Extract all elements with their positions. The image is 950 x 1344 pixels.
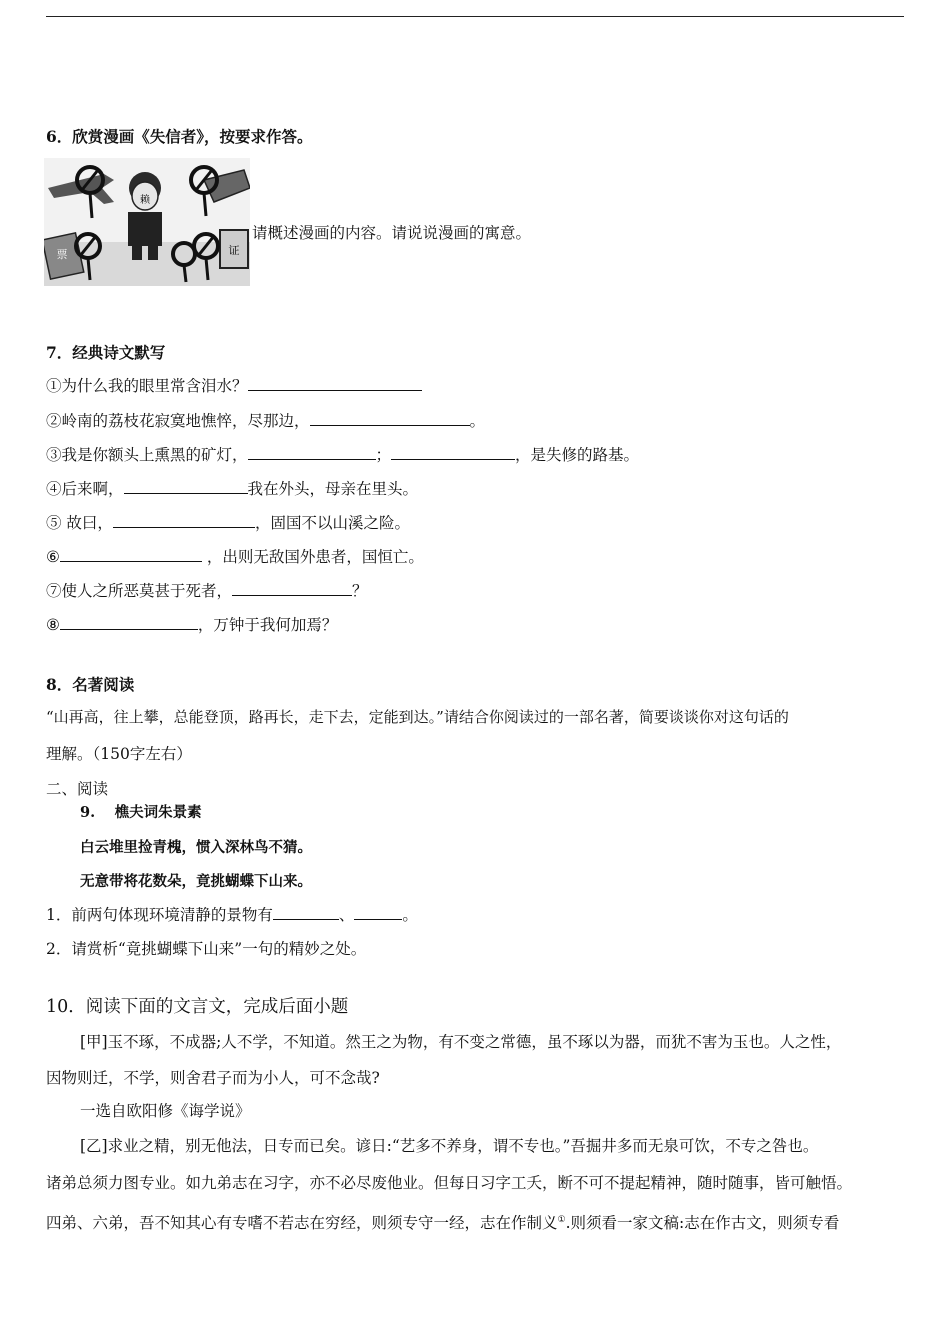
q7-answer-blank-7[interactable] [232, 581, 352, 596]
q7-item-3-after: ，是失修的路基。 [515, 446, 640, 464]
q9-answer-blank-1[interactable] [273, 905, 339, 920]
top-rule [46, 16, 904, 17]
q10-yi-line-2: 诸弟总须力图专业。如九弟志在习字，亦不必尽废他业。但每日习字工夭，断不可不提起精神，随时随事，皆可触悟。 [46, 1174, 853, 1192]
q9-poem-line-1: 白云堆里捡青槐，惯入深林鸟不猜。 [80, 839, 312, 856]
q7-answer-blank-8[interactable] [60, 615, 198, 630]
q7-item-5-text: ⑤ 故曰， [46, 514, 113, 532]
q8-title: 8．名著阅读 [46, 675, 135, 694]
q7-item-3-text: ③我是你额头上熏黑的矿灯， [46, 446, 248, 464]
q7-item-3 [46, 445, 639, 465]
q9-sub-2: 2．请赏析“竟挑蝴蝶下山来”一句的精妙之处。 [46, 940, 367, 958]
q7-item-5-after: ，固国不以山溪之险。 [254, 514, 410, 532]
q7-item-6-text: ⑥ [46, 548, 60, 566]
q7-item-2 [46, 411, 485, 431]
q7-item-8-after: ，万钟于我何加焉？ [197, 616, 338, 634]
q7-item-7 [46, 581, 368, 601]
q9-sub-1-end: 。 [402, 906, 418, 924]
q9-sub-1-text: 1．前两句体现环境清静的景物有 [46, 906, 273, 924]
q7-answer-blank-2[interactable] [310, 411, 470, 426]
q7-item-1-text: ①为什么我的眼里常含泪水？ [46, 377, 248, 395]
q9-poem-line-2: 无意带将花数朵，竟挑蝴蝶下山来。 [80, 873, 312, 890]
q7-item-6-after: ，出则无敌国外患者，国恒亡。 [201, 548, 424, 566]
q6-title: 6．欣赏漫画《失信者》，按要求作答。 [46, 127, 313, 146]
q7-item-7-after: ？ [352, 582, 368, 600]
comic-image [44, 158, 250, 286]
q10-yi-line-3 [46, 1210, 839, 1233]
q7-item-6 [46, 547, 424, 567]
q8-line-1: “山再高，往上攀，总能登顶，路再长，走下去，定能到达。”请结合你阅读过的一部名著，简要谈谈你对这句话的 [46, 708, 789, 726]
q10-source: 一选自欧阳修《诲学说》 [80, 1102, 251, 1120]
q7-item-3-mid: ； [375, 446, 392, 464]
q7-answer-blank-1[interactable] [248, 376, 422, 391]
q10-jia-line-2: 因物则迁，不学，则舍君子而为小人，可不念哉? [46, 1069, 380, 1087]
q8-line-2: 理解。（150字左右） [46, 745, 192, 763]
q7-answer-blank-4[interactable] [124, 479, 248, 494]
section-2-heading: 二、阅读 [46, 780, 109, 798]
q7-item-8 [46, 615, 337, 635]
q7-item-2-text: ②岭南的荔枝花寂寞地憔悴，尽那边， [46, 412, 310, 430]
q7-item-2-after: 。 [469, 412, 486, 430]
comic-card-label: 证 [228, 244, 240, 257]
q10-jia-line-1: [甲]玉不琢，不成器;人不学，不知道。然王之为物，有不变之常德，虽不琢以为器，而犹不害为玉也。人之性， [80, 1033, 842, 1051]
q7-item-7-text: ⑦使人之所恶莫甚于死者， [46, 582, 233, 600]
q7-item-4-text: ④后来啊， [46, 480, 124, 498]
q7-item-1 [46, 376, 422, 396]
q7-item-4 [46, 479, 418, 499]
q10-yi-line-1: [乙]求业之精，别无他法，日专而已矣。谚日:“艺多不养身，谓不专也。”吾掘井多而无泉可饮，不专之咎也。 [80, 1137, 819, 1155]
footnote-marker: ① [557, 1215, 566, 1225]
q9-sub-1-mid: 、 [338, 906, 355, 924]
q10-title: 10．阅读下面的文言文，完成后面小题 [46, 997, 349, 1017]
q7-answer-blank-5[interactable] [113, 513, 255, 528]
q7-item-5 [46, 513, 410, 533]
q7-title: 7．经典诗文默写 [46, 343, 166, 362]
q9-title: 9. 樵夫词朱景素 [80, 804, 202, 821]
q9-answer-blank-2[interactable] [354, 905, 402, 920]
comic-face-label: 赖 [140, 195, 150, 206]
q7-answer-blank-3a[interactable] [248, 445, 376, 460]
q7-item-4-after: 我在外头，母亲在里头。 [247, 480, 419, 498]
q7-item-8-text: ⑧ [46, 616, 60, 634]
q7-answer-blank-6[interactable] [60, 547, 202, 562]
comic-ticket-label: 票 [56, 248, 68, 261]
q6-prompt: 请概述漫画的内容。请说说漫画的寓意。 [252, 224, 532, 242]
q10-yi-line-3-a: 四弟、六弟，吾不知其心有专嗜不若志在穷经，则须专守一经，志在作制义 [46, 1214, 558, 1233]
q9-sub-1 [46, 905, 418, 925]
q10-yi-line-3-b: .则须看一家文稿:志在作古文，则须专看 [565, 1214, 840, 1233]
q7-answer-blank-3b[interactable] [391, 445, 515, 460]
